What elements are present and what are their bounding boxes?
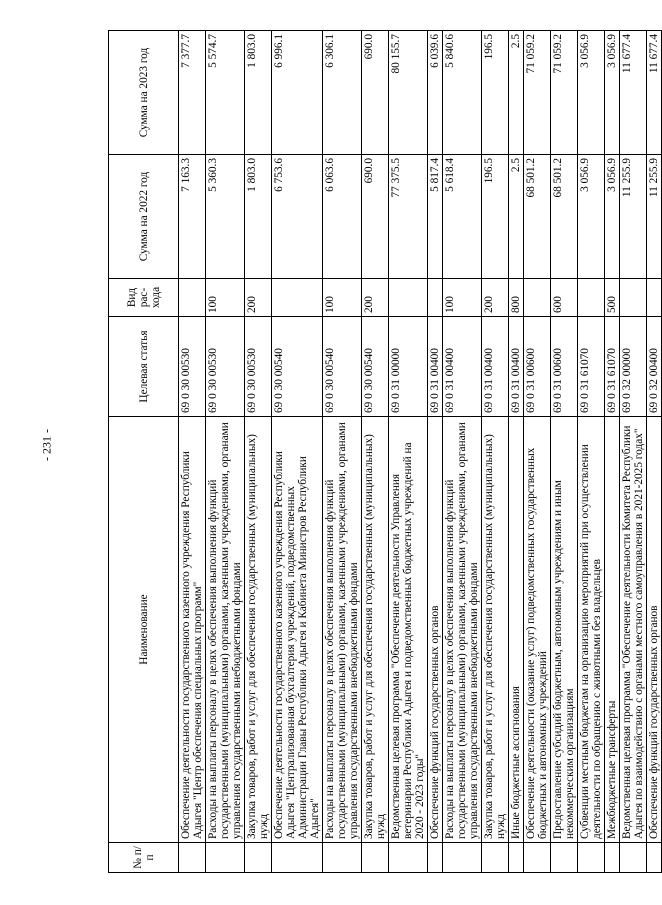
cell-sum-2022: 77 375.5 — [389, 155, 428, 279]
cell-number — [206, 843, 245, 873]
cell-sum-2023: 2.5 — [509, 31, 524, 155]
cell-name: Расходы на выплаты персоналу в целях обеспечения выполнения функций государственными (муниципальными) органами, казенными учреждениями, органами управления государственными внебюджетными фондами — [206, 417, 245, 843]
table-row — [428, 31, 443, 873]
cell-target-article: 69 0 31 00000 — [389, 317, 428, 417]
cell-name: Обеспечение функций государственных органов — [428, 417, 443, 843]
cell-number — [647, 843, 662, 873]
cell-name: Субвенции местным бюджетам на организацию мероприятий при осуществлении деятельности по обращению с животными без владельцев — [578, 417, 605, 843]
cell-sum-2022: 11 255.9 — [620, 155, 647, 279]
cell-expense-type: 500 — [605, 279, 620, 317]
cell-sum-2023: 690.0 — [362, 31, 389, 155]
cell-name: Закупка товаров, работ и услуг для обеспечения государственных (муниципальных) нужд — [482, 417, 509, 843]
cell-expense-type — [428, 279, 443, 317]
cell-number — [362, 843, 389, 873]
cell-target-article: 69 0 31 00400 — [482, 317, 509, 417]
cell-sum-2023: 11 677.4 — [620, 31, 647, 155]
table-header-row — [109, 31, 179, 873]
cell-name: Иные бюджетные ассигнования — [509, 417, 524, 843]
cell-expense-type: 200 — [482, 279, 509, 317]
table-row — [620, 31, 647, 873]
cell-sum-2022: 2.5 — [509, 155, 524, 279]
cell-sum-2022: 68 501.2 — [524, 155, 551, 279]
cell-name: Обеспечение деятельности (оказание услуг) подведомственных государственных бюджетных и автономных учреждений — [524, 417, 551, 843]
cell-sum-2023: 7 377.7 — [179, 31, 206, 155]
cell-expense-type: 100 — [206, 279, 245, 317]
table-row — [578, 31, 605, 873]
cell-sum-2022: 6 753.6 — [272, 155, 323, 279]
cell-number — [551, 843, 578, 873]
cell-expense-type: 600 — [551, 279, 578, 317]
table-row — [206, 31, 245, 873]
cell-name: Закупка товаров, работ и услуг для обеспечения государственных (муниципальных) нужд — [362, 417, 389, 843]
header-target-article: Целевая статья — [109, 317, 179, 417]
table-row — [647, 31, 662, 873]
cell-sum-2023: 6 306.1 — [323, 31, 362, 155]
cell-target-article: 69 0 30 00530 — [245, 317, 272, 417]
cell-sum-2023: 71 059.2 — [551, 31, 578, 155]
cell-sum-2022: 5 817.4 — [428, 155, 443, 279]
cell-sum-2022: 1 803.0 — [245, 155, 272, 279]
cell-target-article: 69 0 32 00000 — [620, 317, 647, 417]
cell-expense-type — [389, 279, 428, 317]
cell-sum-2022: 68 501.2 — [551, 155, 578, 279]
cell-target-article: 69 0 31 00400 — [443, 317, 482, 417]
cell-target-article: 69 0 30 00530 — [179, 317, 206, 417]
cell-name: Обеспечение деятельности государственного казенного учреждения Республики Адыгея "Централизованная бухгалтерия учреждений, подведомственных Администрации Главы Республики Адыгея и Кабинета Министров Республики Адыгея" — [272, 417, 323, 843]
cell-expense-type — [578, 279, 605, 317]
cell-number — [509, 843, 524, 873]
table-row — [524, 31, 551, 873]
table-row — [551, 31, 578, 873]
cell-name: Ведомственная целевая программа "Обеспечение деятельности Комитета Республики Адыгея по взаимодействию с органами местного самоуправления в 2021-2025 годах" — [620, 417, 647, 843]
table-row — [389, 31, 428, 873]
cell-sum-2022: 5 618.4 — [443, 155, 482, 279]
cell-target-article: 69 0 31 00400 — [509, 317, 524, 417]
cell-target-article: 69 0 30 00540 — [323, 317, 362, 417]
cell-number — [620, 843, 647, 873]
cell-sum-2023: 1 803.0 — [245, 31, 272, 155]
page-number: - 231 - — [39, 429, 54, 461]
cell-name: Обеспечение функций государственных органов — [647, 417, 662, 843]
cell-number — [245, 843, 272, 873]
table-row — [179, 31, 206, 873]
cell-expense-type: 200 — [362, 279, 389, 317]
cell-name: Обеспечение деятельности государственного казенного учреждения Республики Адыгея "Центр обеспечения специальных программ" — [179, 417, 206, 843]
header-name: Наименование — [109, 417, 179, 843]
cell-name: Предоставление субсидий бюджетным, автономным учреждениям и иным некоммерческим организациям — [551, 417, 578, 843]
cell-sum-2022: 196.5 — [482, 155, 509, 279]
table-row — [362, 31, 389, 873]
cell-target-article: 69 0 30 00540 — [362, 317, 389, 417]
cell-expense-type — [524, 279, 551, 317]
cell-expense-type: 200 — [245, 279, 272, 317]
rotated-table-container — [108, 31, 660, 873]
cell-sum-2022: 6 063.6 — [323, 155, 362, 279]
cell-target-article: 69 0 31 00600 — [524, 317, 551, 417]
cell-expense-type — [179, 279, 206, 317]
cell-sum-2022: 3 056.9 — [605, 155, 620, 279]
cell-name: Расходы на выплаты персоналу в целях обеспечения выполнения функций государственными (муниципальными) органами, казенными учреждениями, органами управления государственными внебюджетными фондами — [323, 417, 362, 843]
cell-number — [272, 843, 323, 873]
cell-expense-type — [647, 279, 662, 317]
cell-expense-type — [272, 279, 323, 317]
cell-name: Межбюджетные трансферты — [605, 417, 620, 843]
header-number: № п/п — [109, 843, 179, 873]
cell-name: Расходы на выплаты персоналу в целях обеспечения выполнения функций государственными (муниципальными) органами, казенными учреждениями, органами управления государственными внебюджетными фондами — [443, 417, 482, 843]
budget-table — [108, 30, 662, 873]
cell-expense-type — [620, 279, 647, 317]
table-row — [272, 31, 323, 873]
cell-number — [524, 843, 551, 873]
cell-sum-2023: 5 840.6 — [443, 31, 482, 155]
header-expense-type: Вид рас- хода — [109, 279, 179, 317]
cell-sum-2023: 11 677.4 — [647, 31, 662, 155]
cell-sum-2022: 690.0 — [362, 155, 389, 279]
cell-target-article: 69 0 31 61070 — [605, 317, 620, 417]
cell-sum-2023: 5 574.7 — [206, 31, 245, 155]
cell-number — [605, 843, 620, 873]
cell-target-article: 69 0 31 00600 — [551, 317, 578, 417]
cell-number — [482, 843, 509, 873]
cell-expense-type: 800 — [509, 279, 524, 317]
cell-sum-2023: 3 056.9 — [605, 31, 620, 155]
cell-sum-2023: 80 155.7 — [389, 31, 428, 155]
cell-sum-2023: 196.5 — [482, 31, 509, 155]
cell-sum-2023: 6 039.6 — [428, 31, 443, 155]
cell-name: Ведомственная целевая программа "Обеспечение деятельности Управления ветеринарии Республики Адыгея и подведомственных бюджетных учреждений на 2020 - 2023 годы" — [389, 417, 428, 843]
header-sum-2023: Сумма на 2023 год — [109, 31, 179, 155]
cell-number — [389, 843, 428, 873]
cell-target-article: 69 0 32 00400 — [647, 317, 662, 417]
cell-sum-2023: 6 996.1 — [272, 31, 323, 155]
header-sum-2022: Сумма на 2022 год — [109, 155, 179, 279]
cell-name: Закупка товаров, работ и услуг для обеспечения государственных (муниципальных) нужд — [245, 417, 272, 843]
table-row — [443, 31, 482, 873]
cell-target-article: 69 0 31 61070 — [578, 317, 605, 417]
cell-target-article: 69 0 30 00530 — [206, 317, 245, 417]
table-row — [509, 31, 524, 873]
cell-number — [179, 843, 206, 873]
cell-expense-type: 100 — [323, 279, 362, 317]
table-row — [482, 31, 509, 873]
cell-target-article: 69 0 30 00540 — [272, 317, 323, 417]
cell-sum-2022: 3 056.9 — [578, 155, 605, 279]
cell-target-article: 69 0 31 00400 — [428, 317, 443, 417]
table-row — [245, 31, 272, 873]
cell-sum-2023: 3 056.9 — [578, 31, 605, 155]
cell-number — [443, 843, 482, 873]
cell-number — [323, 843, 362, 873]
cell-sum-2022: 7 163.3 — [179, 155, 206, 279]
cell-sum-2022: 5 360.3 — [206, 155, 245, 279]
cell-expense-type: 100 — [443, 279, 482, 317]
table-row — [323, 31, 362, 873]
cell-number — [578, 843, 605, 873]
cell-number — [428, 843, 443, 873]
cell-sum-2022: 11 255.9 — [647, 155, 662, 279]
cell-sum-2023: 71 059.2 — [524, 31, 551, 155]
table-row — [605, 31, 620, 873]
